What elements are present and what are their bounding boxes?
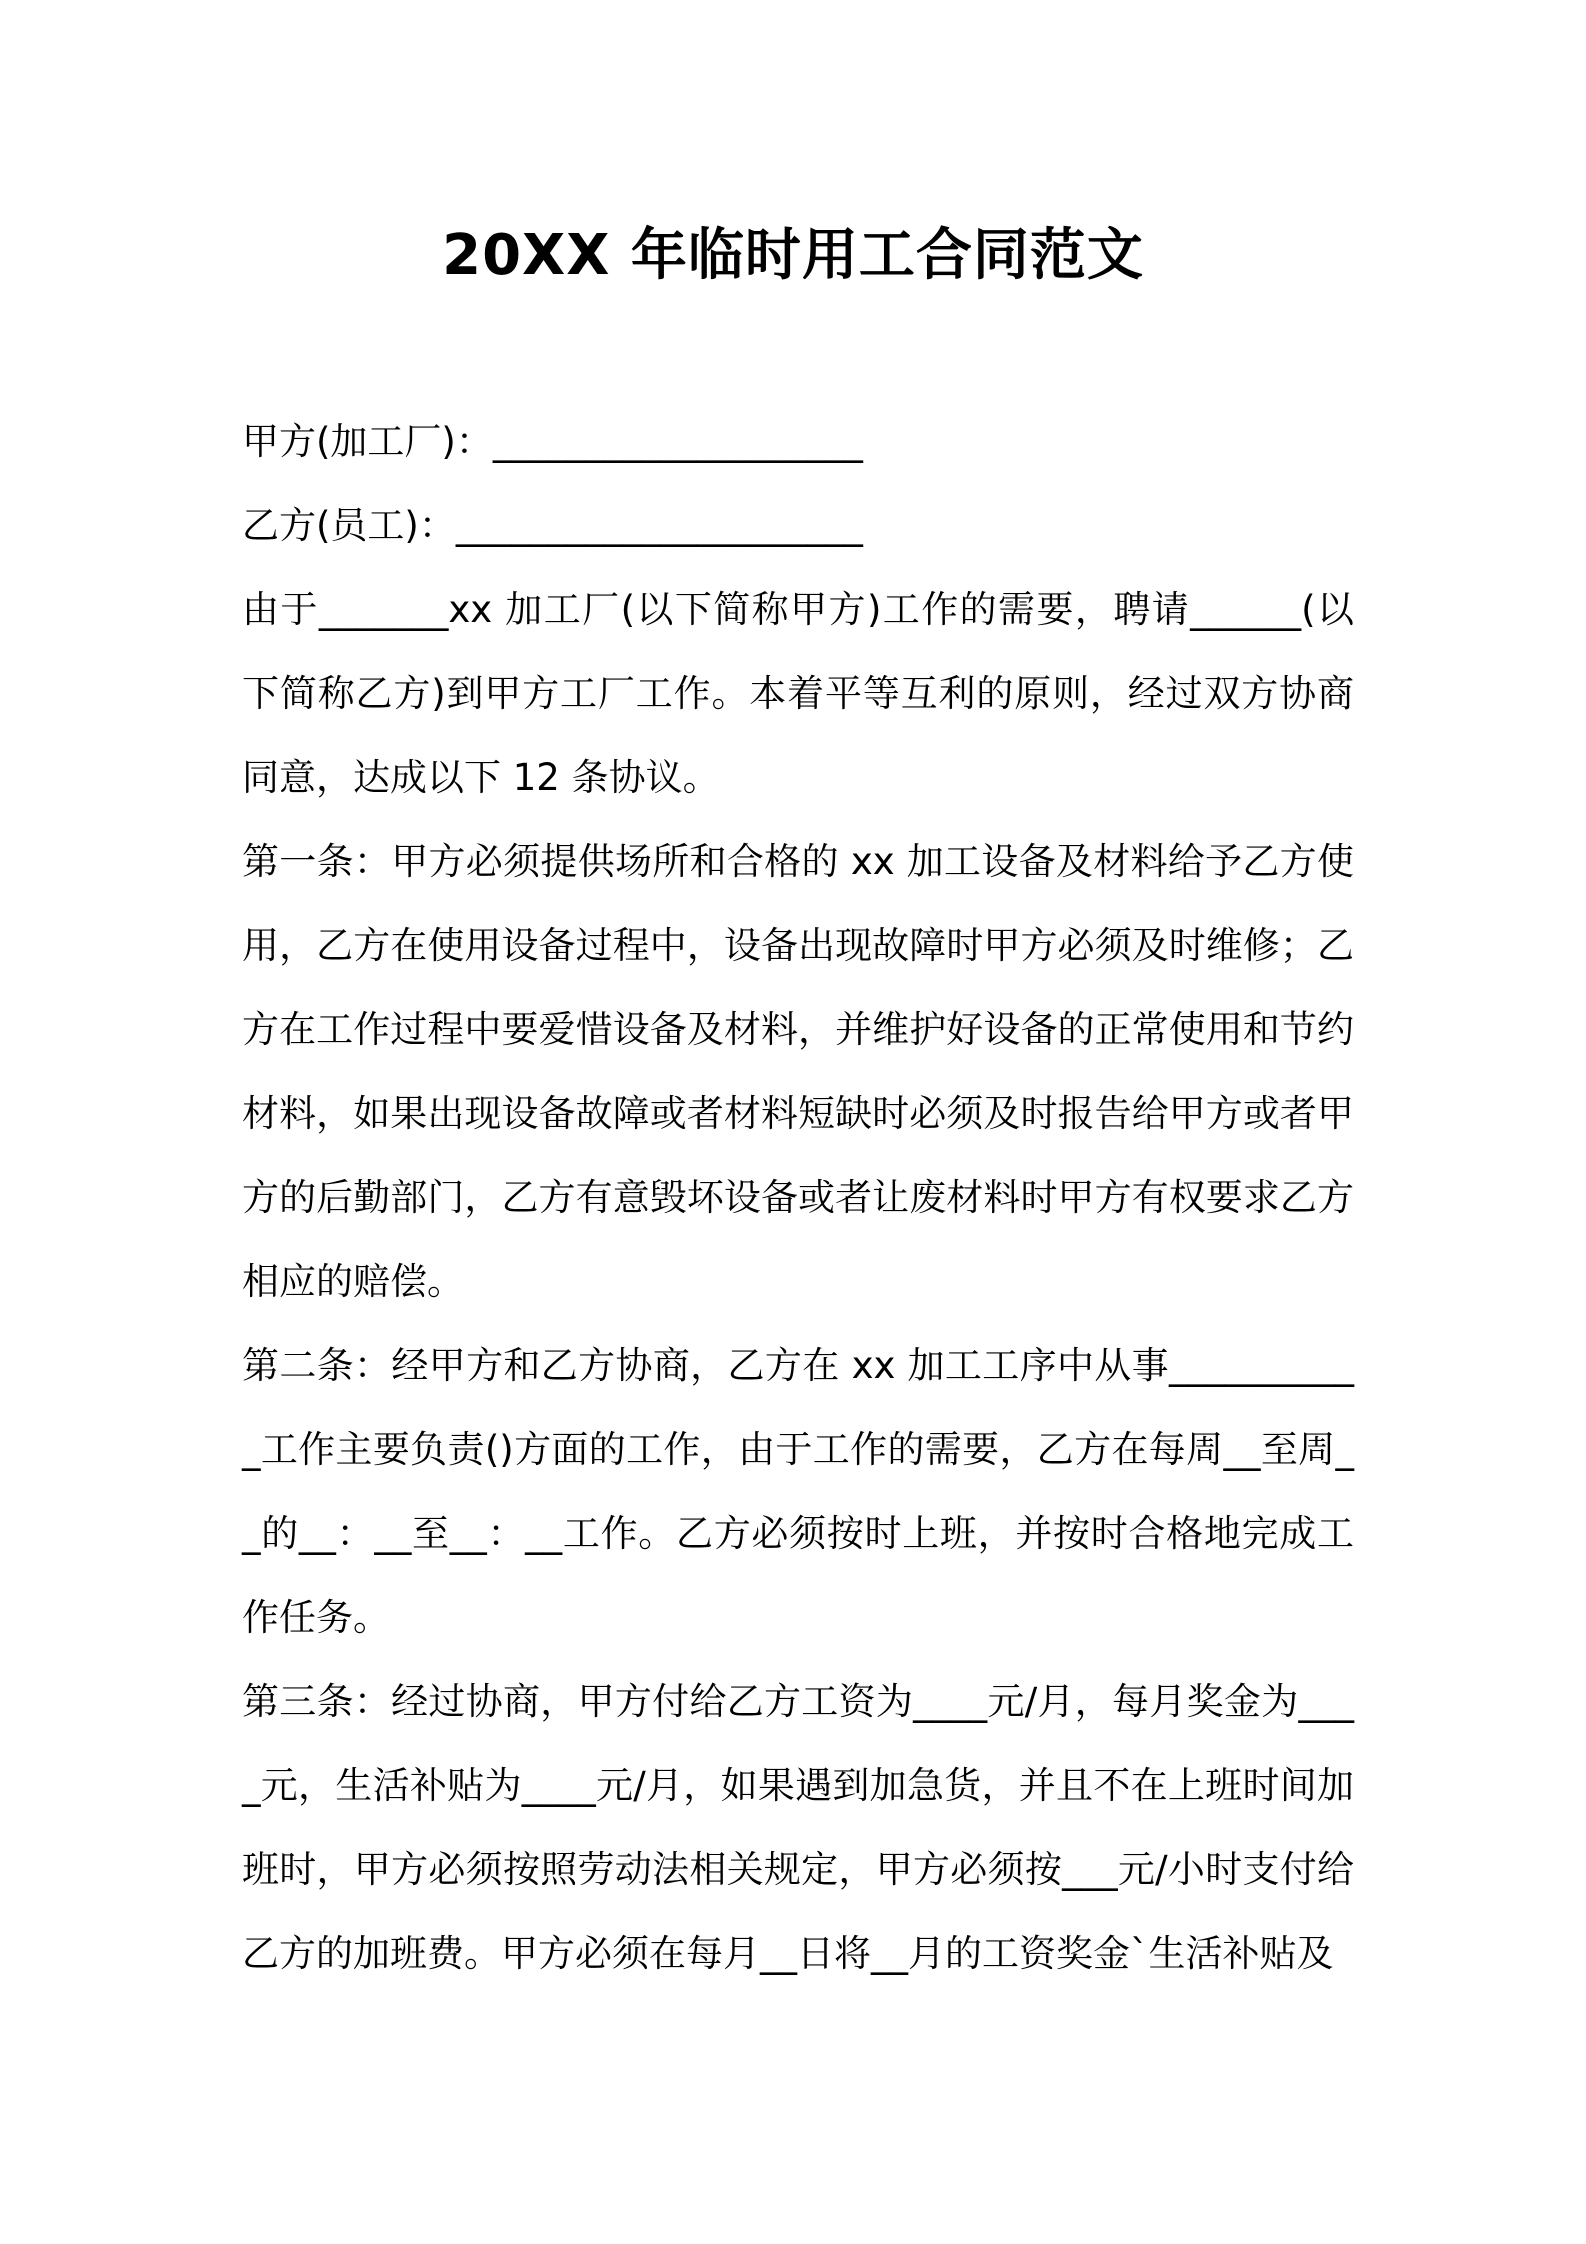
- party-a-line: 甲方(加工厂)：____________________: [242, 420, 863, 463]
- article-1-paragraph: 第一条：甲方必须提供场所和合格的 xx 加工设备及材料给予乙方使用，乙方在使用设备过程中，设备出现故障时甲方必须及时维修；乙方在工作过程中要爱惜设备及材料，并维护好设备的正常使用和节约材料，如果出现设备故障或者材料短缺时必须及时报告给甲方或者甲方的后勤部门，乙方有意毁坏设备或者让废材料时甲方有权要求乙方相应的赔偿。: [242, 840, 1354, 1303]
- document-title: 20XX 年临时用工合同范文: [442, 223, 1144, 288]
- preamble-paragraph: 由于_______xx 加工厂(以下简称甲方)工作的需要，聘请______(以下简称乙方)到甲方工厂工作。本着平等互利的原则，经过双方协商同意，达成以下 12 条协议。: [242, 588, 1354, 799]
- article-2-paragraph: 第二条：经甲方和乙方协商，乙方在 xx 加工工序中从事___________工作主要负责()方面的工作，由于工作的需要，乙方在每周__至周__的__：__至__：__工作。乙方必须按时上班，并按时合格地完成工作任务。: [242, 1344, 1354, 1639]
- party-b-line: 乙方(员工)：______________________: [242, 504, 863, 547]
- document-body: [242, 400, 1354, 1996]
- article-3-paragraph: 第三条：经过协商，甲方付给乙方工资为____元/月，每月奖金为____元，生活补贴为____元/月，如果遇到加急货，并且不在上班时间加班时，甲方必须按照劳动法相关规定，甲方必须按___元/小时支付给乙方的加班费。甲方必须在每月__日将__月的工资奖金`生活补贴及: [242, 1680, 1354, 1975]
